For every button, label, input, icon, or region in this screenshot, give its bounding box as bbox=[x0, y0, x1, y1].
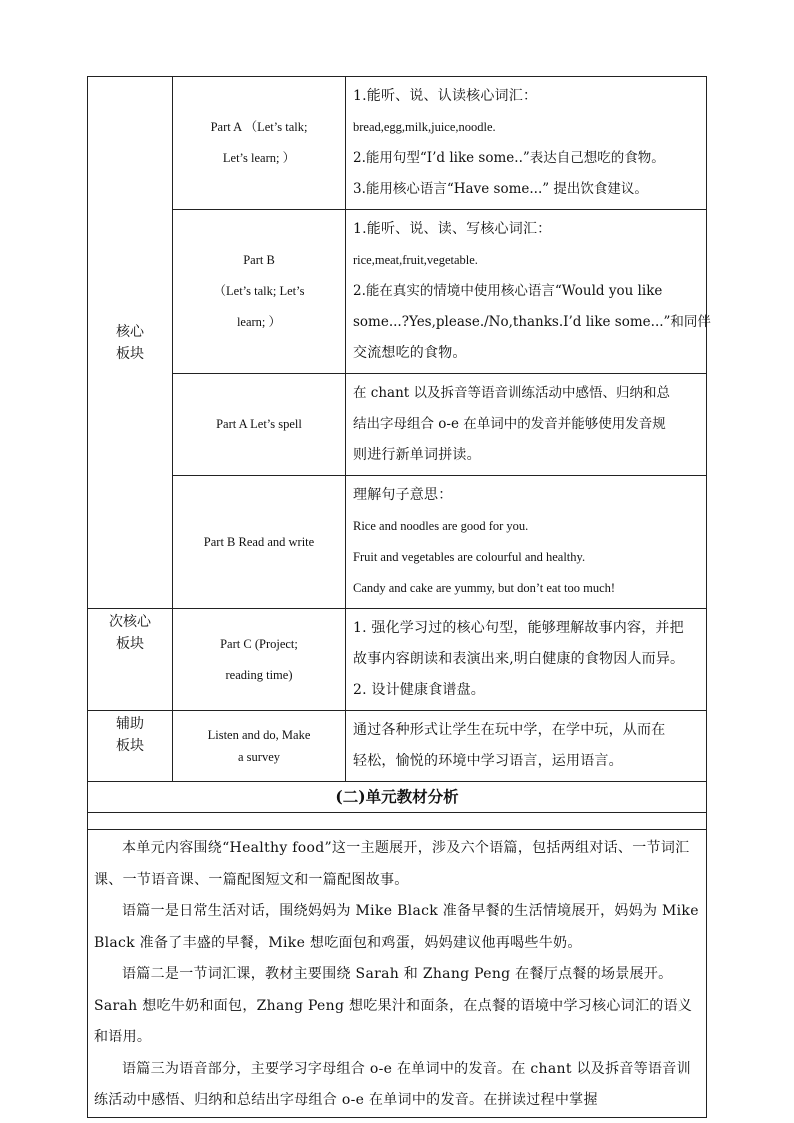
part-c-line2: reading time) bbox=[225, 667, 293, 682]
core-label-line2: 板块 bbox=[116, 345, 144, 362]
part-cell bbox=[173, 476, 346, 609]
goal-line: 2. 设计健康食谱盘。 bbox=[353, 682, 486, 698]
auxiliary-label-line2: 板块 bbox=[116, 738, 144, 754]
part-cell bbox=[173, 374, 346, 476]
blank-row bbox=[88, 813, 707, 830]
goals-cell bbox=[346, 476, 707, 609]
goal-line: 1. 强化学习过的核心句型，能够理解故事内容，并把 bbox=[353, 620, 684, 636]
goal-line: 轻松，愉悦的环境中学习语言，运用语言。 bbox=[353, 753, 623, 769]
goal-line: bread,egg,milk,juice,noodle. bbox=[353, 120, 496, 134]
goals-cell bbox=[346, 77, 707, 210]
analysis-paragraph: 本单元内容围绕“Healthy food”这一主题展开，涉及六个语篇，包括两组对话、一节词汇课、一节语音课、一篇配图短文和一篇配图故事。 bbox=[94, 840, 690, 888]
goal-line: 交流想吃的食物。 bbox=[353, 345, 467, 361]
core-module-label bbox=[88, 77, 173, 609]
goals-cell bbox=[346, 711, 707, 782]
goal-line: rice,meat,fruit,vegetable. bbox=[353, 253, 478, 267]
part-b-talk-line3: learn; ） bbox=[236, 315, 282, 329]
listen-do-line1: Listen and do, Make bbox=[207, 728, 311, 742]
goal-line: 则进行新单词拼读。 bbox=[353, 447, 481, 463]
secondary-module-label bbox=[88, 609, 173, 711]
goals-cell bbox=[346, 374, 707, 476]
goal-line: 2.能用句型“I’d like some..”表达自己想吃的食物。 bbox=[353, 150, 665, 166]
unit-content-table bbox=[87, 76, 711, 1118]
goal-line: 故事内容朗读和表演出来,明白健康的食物因人而异。 bbox=[353, 651, 685, 667]
part-cell bbox=[173, 711, 346, 782]
analysis-paragraph: 语篇一是日常生活对话，围绕妈妈为 Mike Black 准备早餐的生活情境展开，妈妈为 Mike Black 准备了丰盛的早餐，Mike 想吃面包和鸡蛋，妈妈建议他再喝些牛奶。 bbox=[94, 903, 699, 951]
auxiliary-module-label bbox=[88, 711, 173, 782]
goal-line: Rice and noodles are good for you. bbox=[353, 519, 529, 533]
part-cell bbox=[173, 609, 346, 711]
auxiliary-label-line1: 辅助 bbox=[116, 716, 144, 732]
analysis-paragraph: 语篇三为语音部分，主要学习字母组合 o-e 在单词中的发音。在 chant 以及拆音等语音训练活动中感悟、归纳和总结出字母组合 o-e 在单词中的发音。在拼读过程中掌握 bbox=[94, 1060, 691, 1108]
part-b-read-write: Part B Read and write bbox=[203, 534, 315, 549]
part-cell bbox=[173, 210, 346, 374]
part-cell bbox=[173, 77, 346, 210]
part-c-line1: Part C (Project; bbox=[220, 636, 298, 651]
part-a-talk-line2: Let’s learn; ） bbox=[222, 151, 296, 165]
part-a-spell: Part A Let’s spell bbox=[216, 417, 302, 431]
part-a-talk-line1: Part A （Let’s talk; bbox=[210, 120, 308, 134]
goal-line: 理解句子意思： bbox=[353, 487, 453, 503]
analysis-cell bbox=[88, 830, 707, 1118]
secondary-label-line1: 次核心 bbox=[109, 614, 151, 630]
goal-line: 1.能听、说、认读核心词汇： bbox=[353, 88, 538, 104]
core-label-line1: 核心 bbox=[116, 323, 144, 340]
goals-cell bbox=[346, 210, 711, 374]
goal-line: 在 chant 以及拆音等语音训练活动中感悟、归纳和总 bbox=[353, 385, 671, 401]
listen-do-line2: a survey bbox=[238, 750, 280, 764]
analysis-paragraph: 语篇二是一节词汇课，教材主要围绕 Sarah 和 Zhang Peng 在餐厅点餐的场景展开。Sarah 想吃牛奶和面包，Zhang Peng 想吃果汁和面条，在点餐的语境中学习核心词汇的语义和语用。 bbox=[94, 966, 693, 1045]
goal-line: Fruit and vegetables are colourful and healthy. bbox=[353, 550, 586, 564]
section-title: (二)单元教材分析 bbox=[88, 782, 707, 813]
goal-line: 结出字母组合 o-e 在单词中的发音并能够使用发音规 bbox=[353, 416, 666, 432]
goal-line: Candy and cake are yummy, but don’t eat too much! bbox=[353, 581, 616, 595]
goal-line: 2.能在真实的情境中使用核心语言“Would you like bbox=[353, 283, 663, 299]
goal-line: 1.能听、说、读、写核心词汇： bbox=[353, 221, 552, 237]
goal-line: some...?Yes,please./No,thanks.I’d like some...”和同伴 bbox=[353, 314, 711, 330]
part-b-talk-line1: Part B bbox=[243, 253, 275, 267]
secondary-label-line2: 板块 bbox=[116, 636, 144, 652]
goal-line: 通过各种形式让学生在玩中学，在学中玩，从而在 bbox=[353, 722, 666, 738]
goal-line: 3.能用核心语言“Have some...” 提出饮食建议。 bbox=[353, 181, 648, 197]
goals-cell bbox=[346, 609, 707, 711]
part-b-talk-line2: （Let’s talk; Let’s bbox=[213, 284, 305, 298]
